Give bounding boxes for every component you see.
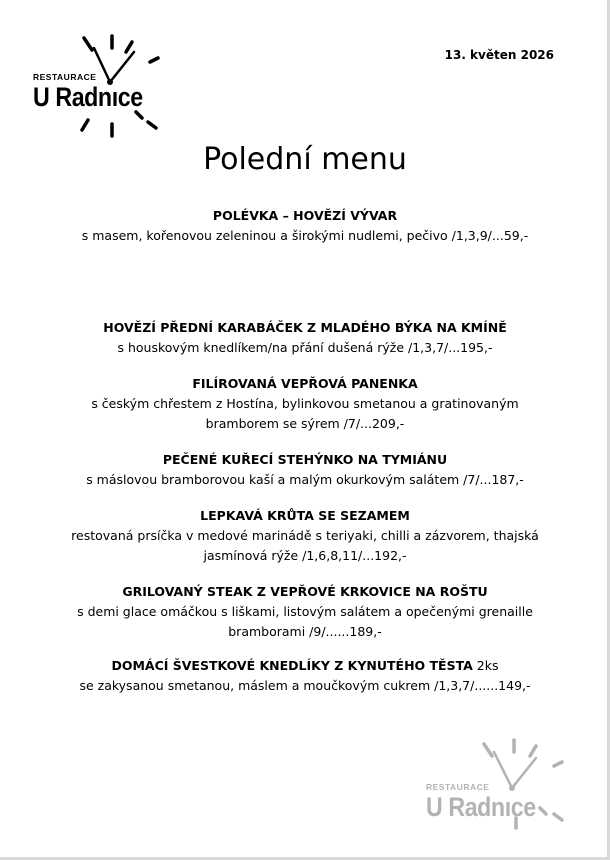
menu-item-name: POLÉVKA – HOVĚZÍ VÝVAR <box>212 208 398 223</box>
menu-item <box>40 374 570 434</box>
menu-item <box>40 506 570 566</box>
menu-item <box>40 450 570 490</box>
menu-item-description: jasmínová rýže /1,6,8,11/...192,- <box>203 548 407 563</box>
menu-item-description: s máslovou bramborovou kaší a malým okurkovým salátem /7/...187,- <box>86 472 524 487</box>
page-title: Polední menu <box>203 142 407 178</box>
menu-item-name: DOMÁCÍ ŠVESTKOVÉ KNEDLÍKY Z KYNUTÉHO TĚSTA 2ks <box>111 658 499 673</box>
menu-item-name: PEČENÉ KUŘECÍ STEHÝNKO NA TYMIÁNU <box>162 452 448 467</box>
menu-item <box>40 318 570 358</box>
menu-item-name: HOVĚZÍ PŘEDNÍ KARABÁČEK Z MLADÉHO BÝKA NA KMÍNĚ <box>103 320 507 335</box>
menu-item <box>40 656 570 696</box>
menu-item-description: s masem, kořenovou zeleninou a širokými nudlemi, pečivo /1,3,9/...59,- <box>81 228 529 243</box>
menu-item-description: bramborami /9/......189,- <box>228 624 382 639</box>
menu-item-name: LEPKAVÁ KRŮTA SE SEZAMEM <box>200 508 410 523</box>
logo-big-text: U Radnıce <box>33 82 143 112</box>
menu-item-description: s houskovým knedlíkem/na přání dušená rýže /1,3,7/...195,- <box>117 340 493 355</box>
restaurant-logo-watermark <box>420 738 576 832</box>
menu-date: 13. květen 2026 <box>444 48 554 62</box>
menu-item-description: s českým chřestem z Hostína, bylinkovou smetanou a gratinovaným <box>91 396 519 411</box>
logo-small-text: RESTAURACE <box>33 72 97 82</box>
menu-item-description: se zakysanou smetanou, máslem a moučkovým cukrem /1,3,7/......149,- <box>79 678 531 693</box>
logo-big-text: U Radnıce <box>426 792 536 822</box>
logo-small-text: RESTAURACE <box>426 782 490 792</box>
restaurant-logo <box>28 34 168 140</box>
menu-item <box>40 206 570 246</box>
menu-item-description: s demi glace omáčkou s liškami, listovým salátem a opečenými grenaille <box>77 604 533 619</box>
menu-item-description: bramborem se sýrem /7/...209,- <box>205 416 405 431</box>
menu-item-description: restovaná prsíčka v medové marinádě s teriyaki, chilli a zázvorem, thajská <box>71 528 539 543</box>
menu-item-name: GRILOVANÝ STEAK Z VEPŘOVÉ KRKOVICE NA ROŠTU <box>122 584 488 599</box>
menu-item-name: FILÍROVANÁ VEPŘOVÁ PANENKA <box>192 376 418 391</box>
menu-item <box>40 582 570 642</box>
